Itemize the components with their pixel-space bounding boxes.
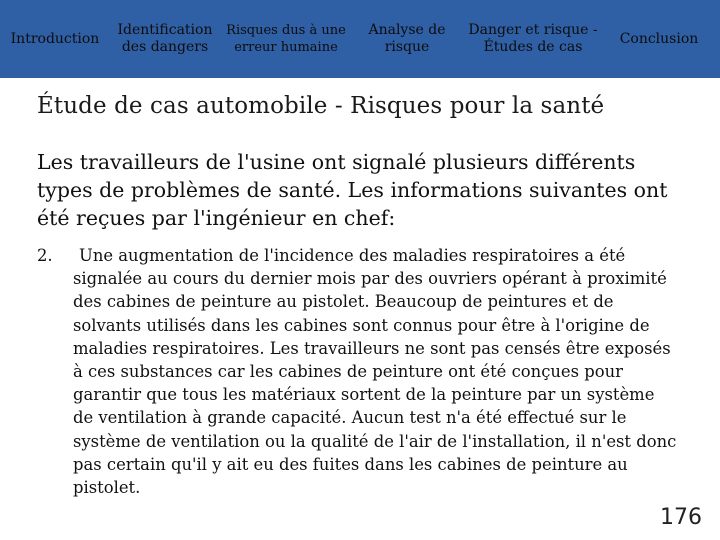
tab-analyse-de-risque[interactable] [352, 0, 462, 78]
tab-label: Identification des dangers [117, 22, 213, 55]
page-number: 176 [660, 505, 702, 530]
tab-label: Danger et risque - Études de cas [468, 22, 598, 55]
tab-label: Analyse de risque [368, 22, 446, 55]
tab-label: Introduction [10, 30, 100, 47]
list-item [37, 244, 677, 499]
slide-title: Étude de cas automobile - Risques pour la santé [37, 93, 605, 119]
tab-identification-des-dangers[interactable] [110, 0, 220, 78]
tab-risques-erreur-humaine[interactable] [222, 0, 350, 78]
intro-paragraph: Les travailleurs de l'usine ont signalé plusieurs différents types de problèmes de santé. Les informations suivantes ont été reçues par l'ingénieur en chef: [37, 150, 668, 230]
tab-introduction[interactable] [0, 0, 110, 78]
tab-label: Conclusion [619, 30, 699, 47]
tab-danger-et-risque-etudes-de-cas[interactable] [468, 0, 598, 78]
list-item-number: 2. [37, 246, 53, 265]
top-navigation-bar [0, 0, 720, 78]
list-item-text: Une augmentation de l'incidence des maladies respiratoires a été signalée au cours du dernier mois par des ouvriers opérant à proximité des cabines de peinture au pistolet. Beaucoup de peintures et de solvants utilisés dans les cabines sont connus pour être à l'origine de maladies respiratoires. Les travailleurs ne sont pas censés être exposés à ces substances car les cabines de peinture ont été conçues pour garantir que tous les matériaux sortent de la peinture par un système de ventilation à grande capacité. Aucun test n'a été effectué sur le système de ventilation ou la qualité de l'air de l'installation, il n'est donc pas certain qu'il y ait eu des fuites dans les cabines de peinture au pistolet. [73, 246, 677, 498]
tab-conclusion[interactable] [604, 0, 714, 78]
tab-label: Risques dus à une erreur humaine [226, 23, 346, 55]
